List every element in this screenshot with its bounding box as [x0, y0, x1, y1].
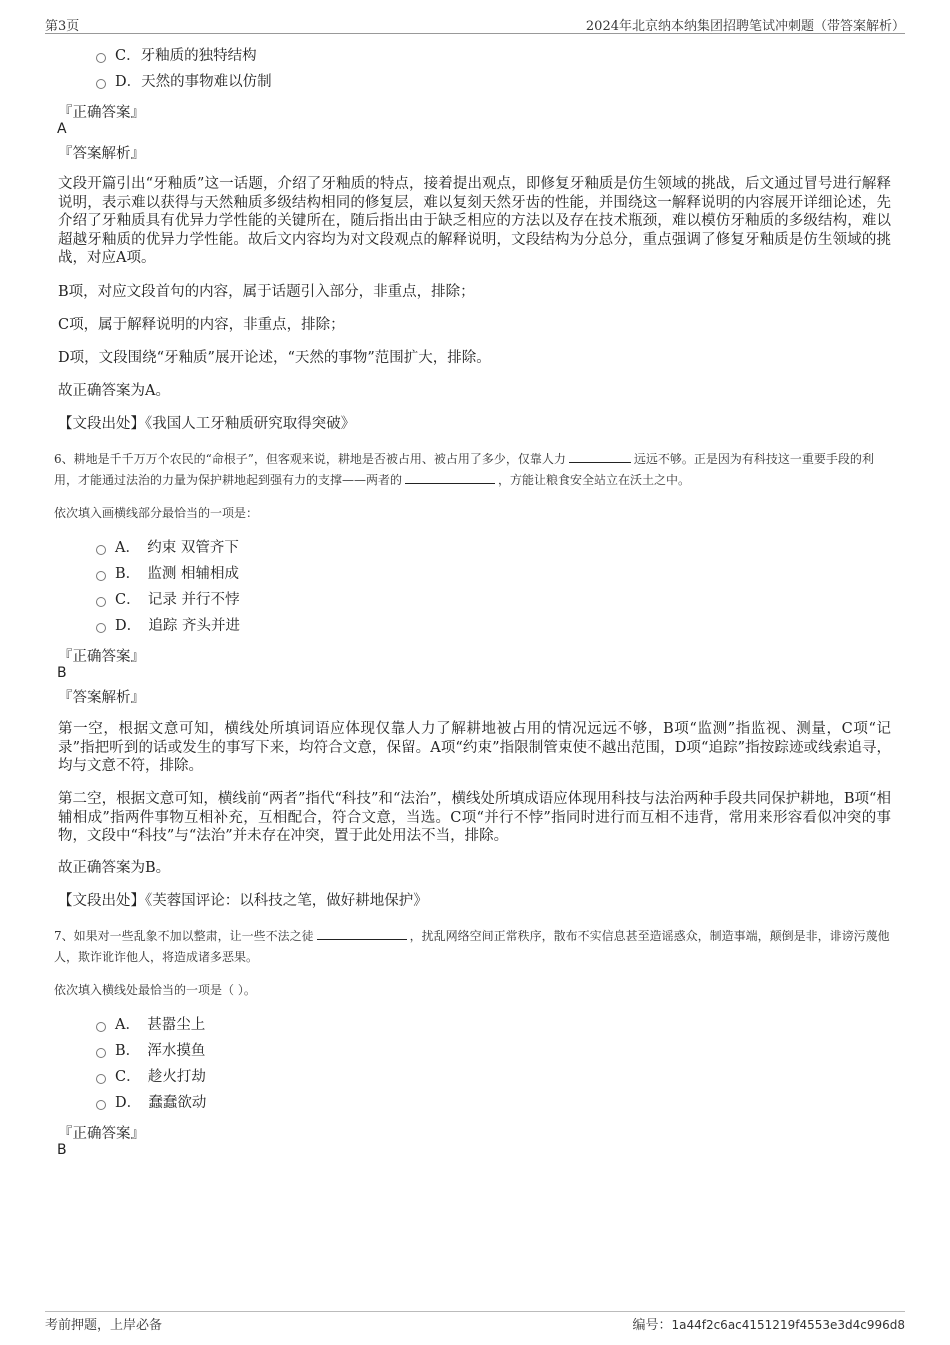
- q6-analysis-para-3: 故正确答案为B。: [58, 860, 171, 876]
- radio-icon[interactable]: [96, 1074, 106, 1084]
- option-label: C． 记录 并行不悖: [115, 592, 240, 608]
- option-label: A． 甚嚣尘上: [115, 1017, 206, 1033]
- radio-icon[interactable]: [96, 571, 106, 581]
- q5-answer-label: 『正确答案』: [58, 105, 145, 121]
- footer-divider: [45, 1311, 905, 1312]
- radio-icon[interactable]: [96, 1022, 106, 1032]
- q6-option-b[interactable]: [96, 563, 239, 585]
- option-label: A． 约束 双管齐下: [115, 540, 239, 556]
- q7-option-b[interactable]: [96, 1040, 205, 1062]
- q5-analysis-label: 『答案解析』: [58, 146, 145, 162]
- radio-icon[interactable]: [96, 545, 106, 555]
- option-label: B． 监测 相辅相成: [115, 566, 240, 582]
- q7-prompt: 依次填入横线处最恰当的一项是（ ）。: [54, 983, 256, 997]
- q6-analysis-para-2: 第二空，根据文意可知，横线前“两者”指代“科技”和“法治”，横线处所填成语应体现用科技与法治两种手段共同保护耕地，B项“相辅相成”指两件事物互相补充，互相配合，符合文意，当选。C项“并行不悖”指同时进行而互相不违背，常用来形容看似冲突的事物，文段中“科技”与“法治”并未存在冲突，置于此处用法不当，排除。: [58, 791, 891, 844]
- q6-analysis-para-1: 第一空，根据文意可知，横线处所填词语应体现仅靠人力了解耕地被占用的情况远远不够，B项“监测”指监视、测量，C项“记录”指把听到的话或发生的事写下来，均符合文意，保留。A项“约束”指限制管束使不越出范围，D项“追踪”指按踪迹或线索追寻，均与文意不符，排除。: [58, 721, 891, 774]
- fill-blank: [405, 472, 495, 484]
- code-value: 1a44f2c6ac4151219f4553e3d4c996d8: [671, 1318, 905, 1332]
- q6-stem-part-2: 远远不够。正是因为有科技这一重要手段的利用，才能通过法治的力量为保护耕地起到强有力的支撑——两者的: [54, 452, 874, 487]
- radio-icon[interactable]: [96, 597, 106, 607]
- q7-option-c[interactable]: [96, 1066, 206, 1088]
- option-label: B． 浑水摸鱼: [115, 1043, 206, 1059]
- q6-option-a[interactable]: [96, 537, 239, 559]
- page-number: 第3页: [45, 19, 80, 34]
- radio-icon[interactable]: [96, 79, 106, 89]
- q6-stem: [54, 449, 894, 491]
- option-label: C． 趁火打劫: [115, 1069, 206, 1085]
- q7-option-a[interactable]: [96, 1014, 205, 1036]
- q5-analysis-para-1: 文段开篇引出“牙釉质”这一话题，介绍了牙釉质的特点，接着提出观点，即修复牙釉质是仿生领域的挑战，后文通过冒号进行解释说明，表示难以获得与天然釉质多级结构相同的修复层，难以复刻天然牙齿的性能，并围绕这一解释说明的内容展开详细论述，先介绍了牙釉质具有优异力学性能的关键所在，随后指出由于缺乏相应的方法以及存在技术瓶颈，难以模仿牙釉质的多级结构，难以超越牙釉质的优异力学性能。故后文内容均为对文段观点的解释说明，文段结构为分总分，重点强调了修复牙釉质是仿生领域的挑战，对应A项。: [58, 176, 891, 266]
- q6-option-d[interactable]: [96, 615, 240, 637]
- fill-blank: [317, 928, 407, 940]
- q6-source: 【文段出处】《芙蓉国评论：以科技之笔，做好耕地保护》: [58, 893, 428, 909]
- q7-option-d[interactable]: [96, 1092, 206, 1114]
- q6-analysis-label: 『答案解析』: [58, 690, 145, 706]
- footer-slogan: 考前押题，上岸必备: [45, 1318, 163, 1333]
- q7-answer: B: [57, 1142, 67, 1158]
- q7-answer-label: 『正确答案』: [58, 1126, 145, 1142]
- q6-answer: B: [57, 665, 67, 681]
- q5-option-c[interactable]: [96, 45, 257, 67]
- q5-analysis-para-4: D项，文段围绕“牙釉质”展开论述，“天然的事物”范围扩大，排除。: [58, 350, 491, 366]
- q7-stem: [54, 926, 894, 968]
- radio-icon[interactable]: [96, 623, 106, 633]
- q7-stem-part-1: 7、如果对一些乱象不加以整肃，让一些不法之徒: [54, 929, 314, 943]
- footer-code: [632, 1314, 905, 1333]
- q6-stem-part-1: 6、耕地是千千万万个农民的“命根子”，但客观来说，耕地是否被占用、被占用了多少，仅靠人力: [54, 452, 566, 466]
- header-divider: [45, 33, 905, 34]
- q5-answer: A: [57, 121, 67, 137]
- document-title: 2024年北京纳本纳集团招聘笔试冲刺题（带答案解析）: [585, 19, 905, 34]
- q5-analysis-para-5: 故正确答案为A。: [58, 383, 170, 399]
- radio-icon[interactable]: [96, 1100, 106, 1110]
- option-label: D．天然的事物难以仿制: [115, 74, 272, 90]
- radio-icon[interactable]: [96, 53, 106, 63]
- option-label: C．牙釉质的独特结构: [115, 48, 257, 64]
- q5-analysis-para-3: C项，属于解释说明的内容，非重点，排除；: [58, 317, 345, 333]
- q5-option-d[interactable]: [96, 71, 272, 93]
- q7-stem-part-2: ，扰乱网络空间正常秩序，散布不实信息甚至造谣惑众，制造事端，颠倒是非，诽谤污蔑他人，欺诈讹诈他人，将造成诸多恶果。: [54, 929, 890, 964]
- radio-icon[interactable]: [96, 1048, 106, 1058]
- option-label: D． 蠢蠢欲动: [115, 1095, 207, 1111]
- q6-prompt: 依次填入画横线部分最恰当的一项是：: [54, 506, 259, 520]
- fill-blank: [569, 451, 631, 463]
- q6-answer-label: 『正确答案』: [58, 649, 145, 665]
- code-label: 编号：: [632, 1318, 672, 1333]
- option-label: D． 追踪 齐头并进: [115, 618, 240, 634]
- q6-option-c[interactable]: [96, 589, 239, 611]
- q5-analysis-para-2: B项，对应文段首句的内容，属于话题引入部分，非重点，排除；: [58, 284, 475, 300]
- q6-stem-part-3: ，方能让粮食安全站立在沃土之中。: [498, 473, 691, 487]
- q5-source: 【文段出处】《我国人工牙釉质研究取得突破》: [58, 416, 356, 432]
